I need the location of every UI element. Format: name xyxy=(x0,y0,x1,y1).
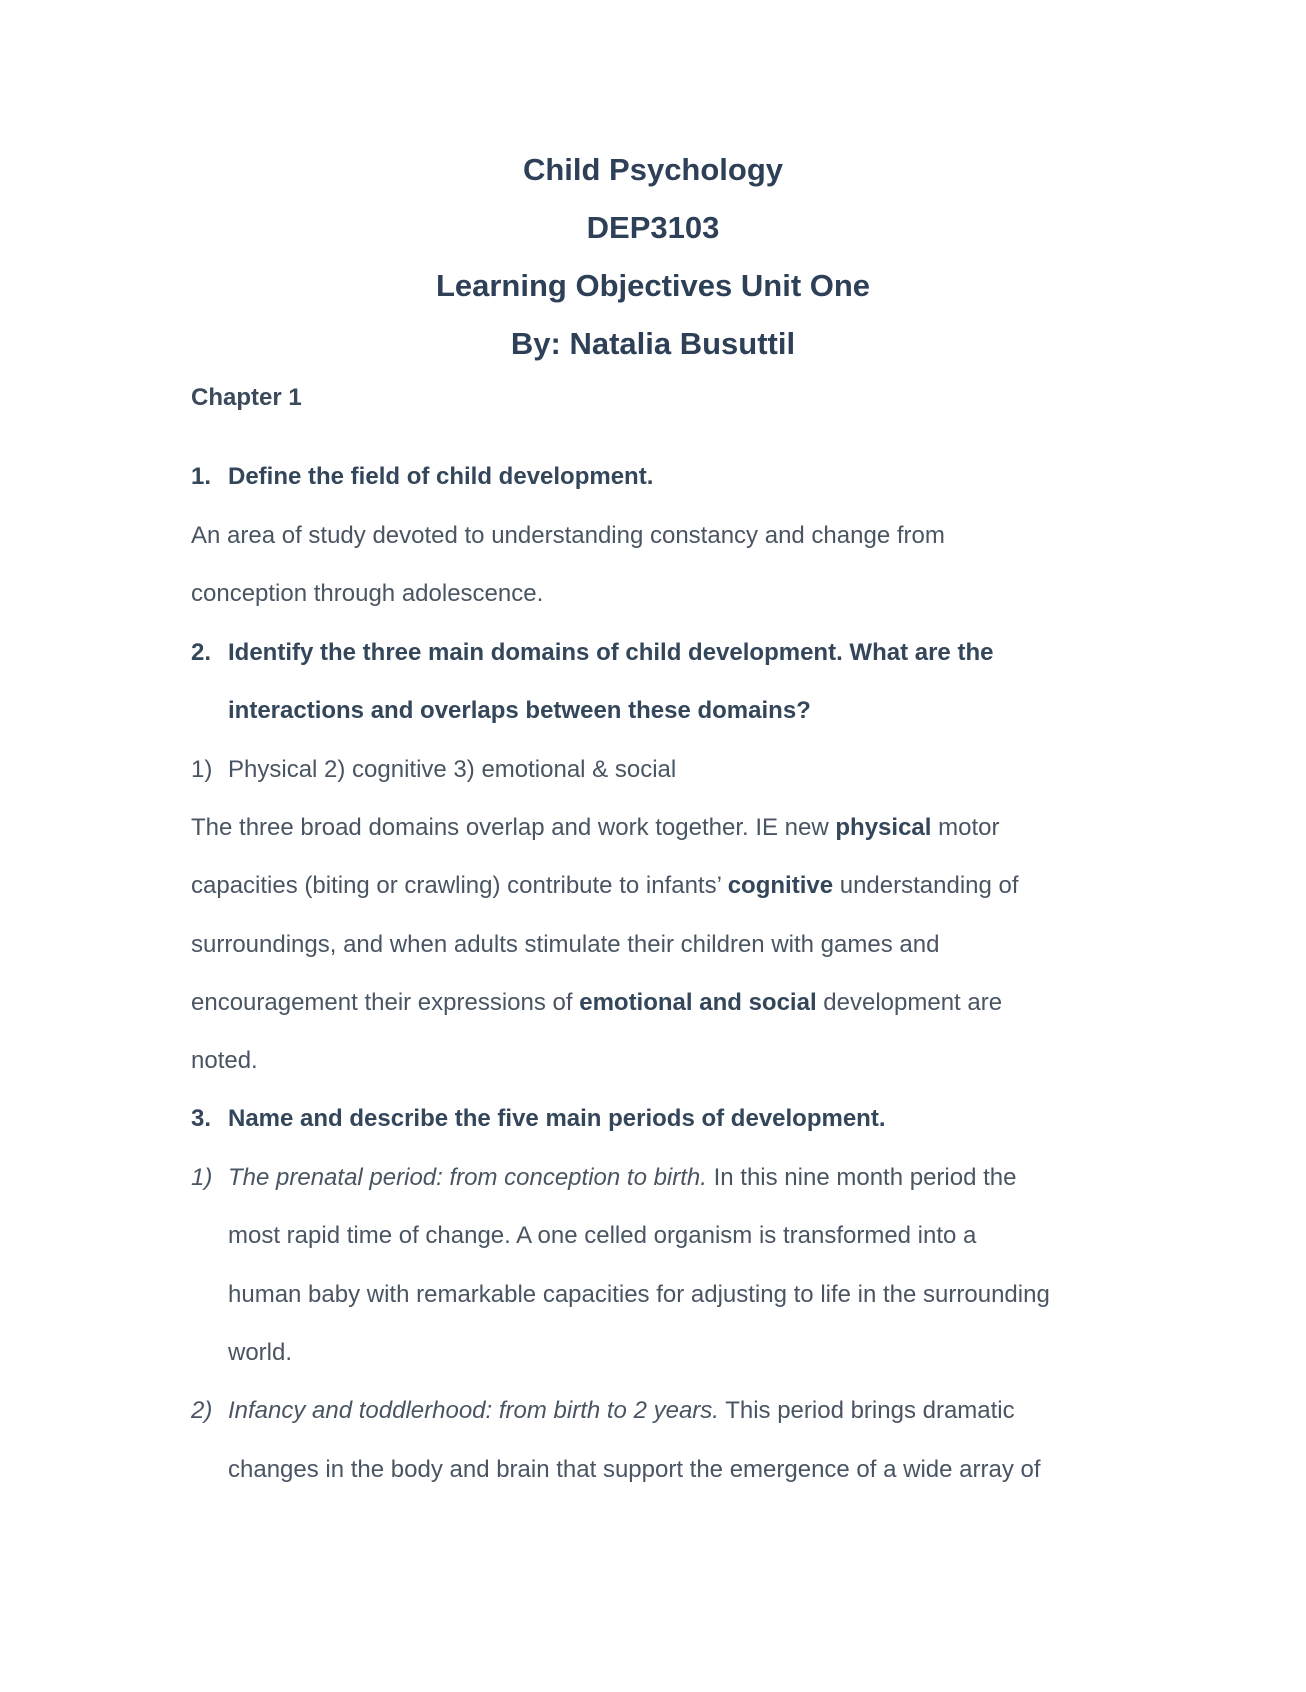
question-1-number: 1. xyxy=(191,463,212,490)
author-line: By: Natalia Busuttil xyxy=(510,326,796,361)
question-2-line-2: interactions and overlaps between these domains? xyxy=(228,697,811,724)
answer-1-line-1: An area of study devoted to understanding constancy and change from xyxy=(191,522,945,549)
question-1-text: Define the field of child development. xyxy=(228,463,654,490)
period-2-line-1: Infancy and toddlerhood: from birth to 2 years. This period brings dramatic xyxy=(228,1397,1015,1424)
course-code: DEP3103 xyxy=(586,210,720,245)
question-2-line-1: Identify the three main domains of child development. What are the xyxy=(228,639,994,666)
answer-2-line-5: noted. xyxy=(191,1047,258,1074)
period-2-number: 2) xyxy=(191,1397,213,1424)
period-1-number: 1) xyxy=(191,1164,213,1191)
question-2-number: 2. xyxy=(191,639,212,666)
question-3-number: 3. xyxy=(191,1105,212,1132)
document-title: Learning Objectives Unit One xyxy=(435,268,871,303)
question-3-text: Name and describe the five main periods of development. xyxy=(228,1105,886,1132)
period-1-line-4: world. xyxy=(228,1339,293,1366)
answer-2-line-3: surroundings, and when adults stimulate their children with games and xyxy=(191,931,940,958)
period-1-line-2: most rapid time of change. A one celled organism is transformed into a xyxy=(228,1222,977,1249)
period-2-line-2: changes in the body and brain that support the emergence of a wide array of xyxy=(228,1456,1041,1483)
answer-2-line-1: The three broad domains overlap and work together. IE new physical motor xyxy=(191,814,1000,841)
answer-1-line-2: conception through adolescence. xyxy=(191,580,544,607)
chapter-heading: Chapter 1 xyxy=(191,384,302,411)
domains-list-text: Physical 2) cognitive 3) emotional & social xyxy=(228,756,677,783)
answer-2-line-2: capacities (biting or crawling) contribute to infants’ cognitive understanding of xyxy=(191,872,1019,899)
domains-list-number: 1) xyxy=(191,756,213,783)
period-1-line-3: human baby with remarkable capacities for adjusting to life in the surrounding xyxy=(228,1281,1050,1308)
answer-2-line-4: encouragement their expressions of emotional and social development are xyxy=(191,989,1003,1016)
period-1-line-1: The prenatal period: from conception to birth. In this nine month period the xyxy=(228,1164,1017,1191)
course-title: Child Psychology xyxy=(522,152,784,187)
